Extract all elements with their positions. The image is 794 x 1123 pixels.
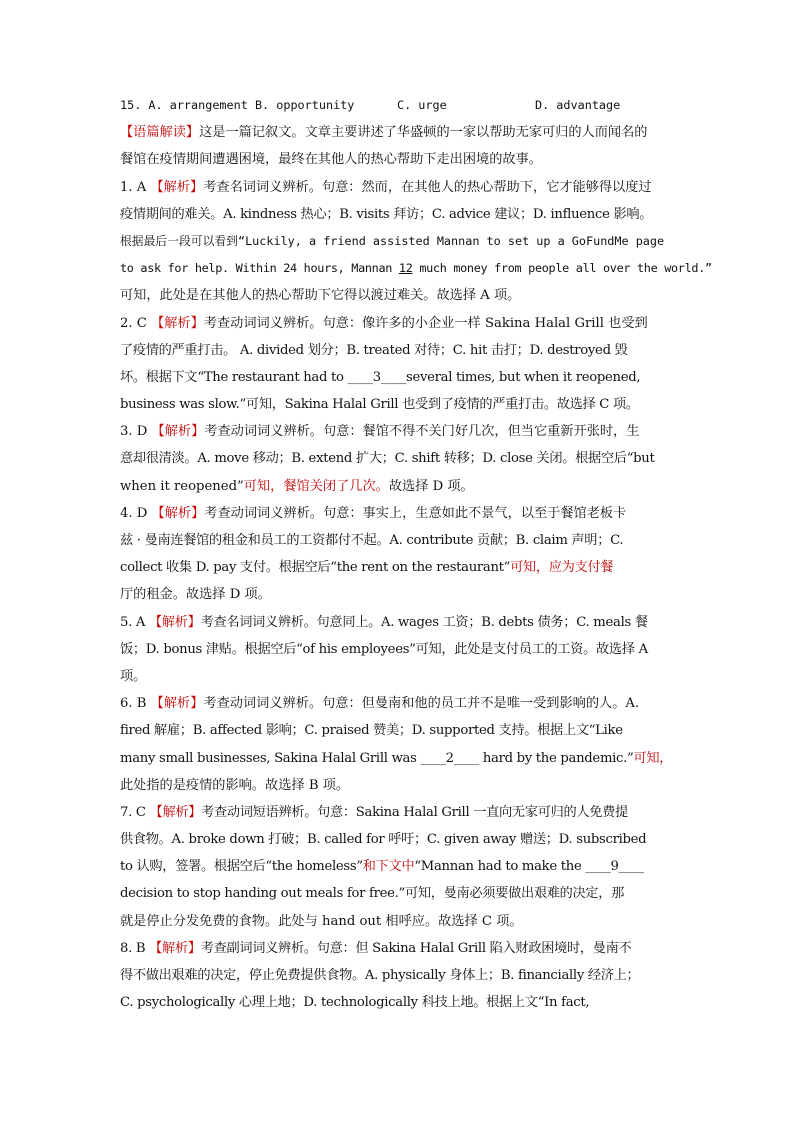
answer-6-line: 此处指的是疫情的影响。故选择 B 项。 — [120, 777, 350, 793]
answer-number: 1. A — [120, 179, 151, 195]
analysis-label: 【解析】 — [150, 179, 204, 195]
answer-8-line: C. psychologically 心理上地；D. technologically 科技上地。根据上文“In fact, — [120, 995, 590, 1011]
answer-1-line: 可知，此处是在其他人的热心帮助下它得以渡过难关。故选择 A 项。 — [120, 288, 521, 304]
question-15-options-ab: 15. A. arrangement B. opportunity — [120, 98, 355, 112]
answer-number: 7. C — [120, 804, 150, 820]
question-15-option-c: C. urge — [397, 98, 447, 112]
answer-3-line: 意却很清淡。A. move 移动；B. extend 扩大；C. shift 转移；D. close 关闭。根据空后“but — [120, 451, 655, 467]
answer-number: 6. B — [120, 696, 151, 712]
answer-7-line: decision to stop handing out meals for free.”可知，曼南必须要做出艰难的决定，那 — [120, 886, 625, 902]
blank-2: ____2____ — [420, 750, 479, 766]
section-label: 【语篇解读】 — [120, 125, 200, 141]
answer-2-line: 2. C 【解析】考查动词词义辨析。句意：像许多的小企业一样 Sakina Halal Grill 也受到 — [120, 315, 648, 331]
blank-9: ____9____ — [585, 859, 644, 875]
answer-4-line: 厅的租金。故选择 D 项。 — [120, 587, 271, 603]
analysis-label: 【解析】 — [150, 696, 204, 712]
answer-number: 8. B — [120, 940, 150, 956]
answer-3-line: when it reopened”可知，餐馆关闭了几次。故选择 D 项。 — [120, 478, 474, 494]
answer-6-line: 6. B 【解析】考查动词词义辨析。句意：但曼南和他的员工并不是唯一受到影响的人。A. — [120, 696, 640, 712]
answer-1-line: 根据最后一段可以看到“Luckily, a friend assisted Mannan to set up a GoFundMe page — [120, 233, 665, 248]
answer-6-line: fired 解雇；B. affected 影响；C. praised 赞美；D. supported 支持。根据上文“Like — [120, 723, 623, 739]
answer-5-line: 5. A 【解析】考查名词词义辨析。句意同上。A. wages 工资；B. debts 债务；C. meals 餐 — [120, 614, 648, 630]
answer-1-line: 1. A 【解析】考查名词词义辨析。句意：然而，在其他人的热心帮助下，它才能够得以度过 — [120, 179, 652, 195]
answer-8-line: 8. B 【解析】考查副词词义辨析。句意：但 Sakina Halal Grill 陷入财政困境时，曼南不 — [120, 940, 632, 956]
answer-number: 3. D — [120, 424, 152, 440]
analysis-label: 【解析】 — [149, 804, 202, 820]
question-15-option-d: D. advantage — [535, 98, 621, 112]
answer-number: 4. D — [120, 505, 152, 521]
passage-analysis-line: 【语篇解读】这是一篇记叙文。文章主要讲述了华盛顿的一家以帮助无家可归的人而闻名的 — [120, 125, 648, 141]
passage-analysis-line: 餐馆在疫情期间遭遇困境，最终在其他人的热心帮助下走出困境的故事。 — [120, 152, 542, 168]
blank-3: ____3____ — [347, 369, 407, 385]
answer-7-line: 供食物。A. broke down 打破；B. called for 呼吁；C. given away 赠送；D. subscribed — [120, 832, 647, 848]
answer-6-line: many small businesses, Sakina Halal Grill was ____2____ hard by the pandemic.”可知， — [120, 750, 673, 766]
answer-2-line: business was slow.”可知，Sakina Halal Grill 也受到了疫情的严重打击。故选择 C 项。 — [120, 397, 639, 413]
answer-4-line: 兹 · 曼南连餐馆的租金和员工的工资都付不起。A. contribute 贡献；B. claim 声明；C. — [120, 533, 624, 548]
answer-7-line: 7. C 【解析】考查动词短语辨析。句意：Sakina Halal Grill 一直向无家可归的人免费提 — [120, 804, 628, 820]
analysis-label: 【解析】 — [151, 315, 204, 331]
answer-1-line: to ask for help. Within 24 hours, Mannan 12 much money from people all over the world.” — [120, 261, 712, 276]
answer-2-line: 坏。根据下文“The restaurant had to ____3____several times, but when it reopened, — [120, 369, 641, 385]
answer-4-line: 4. D 【解析】考查动词词义辨析。句意：事实上，生意如此不景气，以至于餐馆老板卡 — [120, 505, 627, 521]
answer-4-line: collect 收集 D. pay 支付。根据空后“the rent on the restaurant”可知，应为支付餐 — [120, 560, 614, 576]
answer-number: 5. A — [120, 614, 149, 630]
answer-3-line: 3. D 【解析】考查动词词义辨析。句意：餐馆不得不关门好几次，但当它重新开张时，生 — [120, 424, 640, 440]
analysis-label: 【解析】 — [149, 614, 201, 630]
analysis-label: 【解析】 — [149, 940, 201, 956]
answer-5-line: 饭；D. bonus 津贴。根据空后“of his employees”可知，此处是支付员工的工资。故选择 A — [120, 641, 648, 657]
answer-number: 2. C — [120, 315, 152, 331]
blank-12: 12 — [398, 261, 413, 276]
answer-1-line: 疫情期间的难关。A. kindness 热心；B. visits 拜访；C. advice 建议；D. influence 影响。 — [120, 206, 653, 222]
answer-7-line: to 认购，签署。根据空后“the homeless”和下文中“Mannan had to make the ____9____ — [120, 859, 644, 875]
question-15-options — [120, 92, 676, 119]
document-page — [120, 92, 712, 1016]
analysis-label: 【解析】 — [151, 424, 205, 440]
answer-5-line: 项。 — [120, 668, 147, 684]
answer-8-line: 得不做出艰难的决定，停止免费提供食物。A. physically 身体上；B. financially 经济上； — [120, 968, 640, 983]
answer-2-line: 了疫情的严重打击。 A. divided 划分；B. treated 对待；C. hit 击打；D. destroyed 毁 — [120, 342, 628, 358]
answer-7-line: 就是停止分发免费的食物。此处与 hand out 相呼应。故选择 C 项。 — [120, 913, 523, 929]
analysis-label: 【解析】 — [151, 505, 205, 521]
